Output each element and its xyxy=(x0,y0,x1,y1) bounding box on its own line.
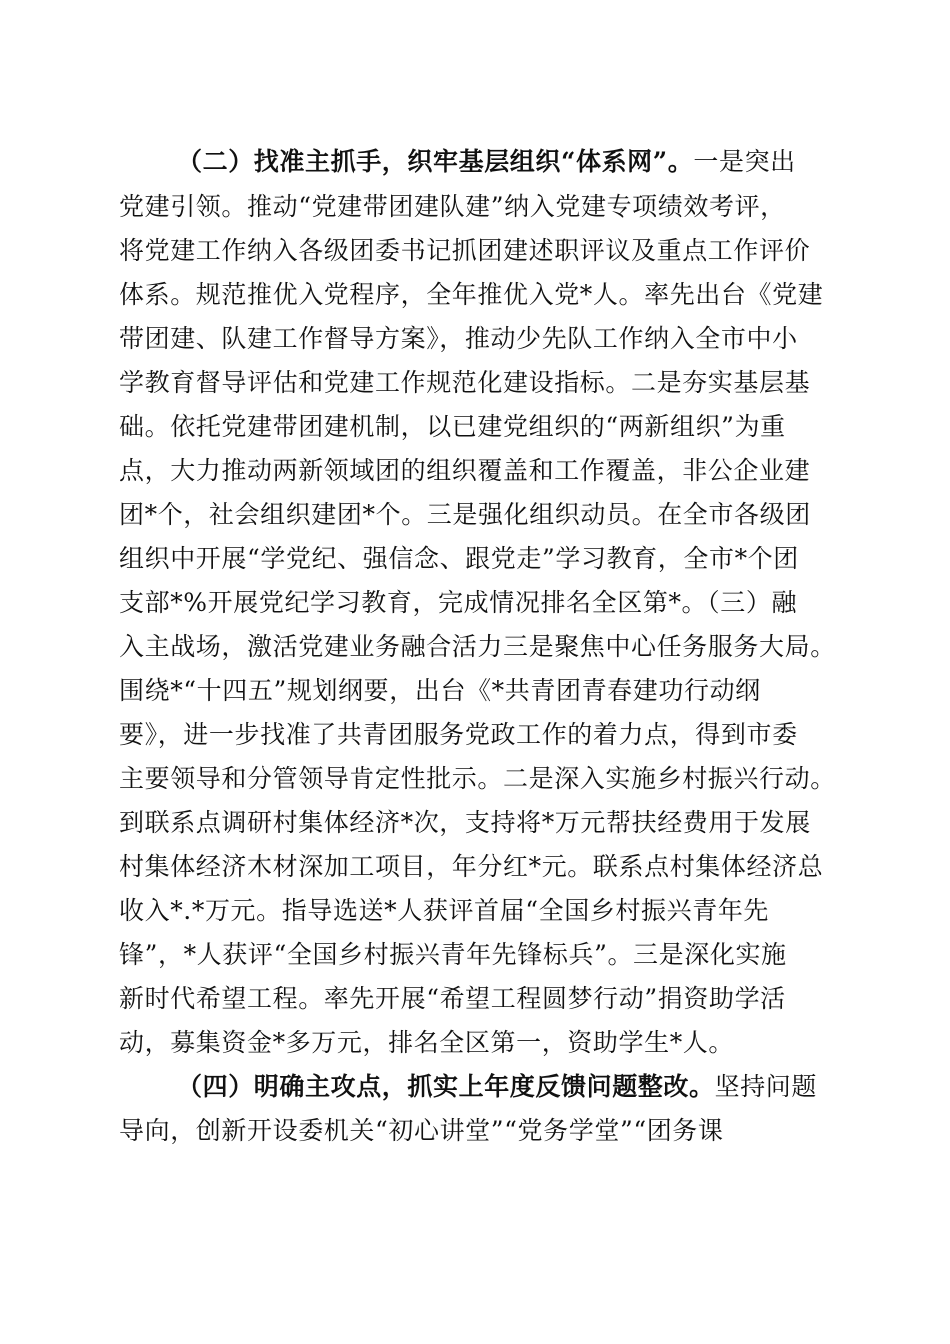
line-text: 支部*%开展党纪学习教育，完成情况排名全区第*。（三）融 xyxy=(119,588,798,617)
line-text: 点，大力推动两新领域团的组织覆盖和工作覆盖，非公企业建 xyxy=(119,456,811,485)
text-line xyxy=(0,1023,950,1063)
text-line xyxy=(0,363,950,403)
text-line xyxy=(0,231,950,271)
line-text: 要》，进一步找准了共青团服务党政工作的着力点，得到市委 xyxy=(119,720,798,749)
line-text: 组织中开展“学党纪、强信念、跟党走”学习教育，全市*个团 xyxy=(119,544,799,573)
line-text: 锋”，*人获评“全国乡村振兴青年先锋标兵”。三是深化实施 xyxy=(119,940,787,969)
line-text: 收入*.*万元。指导选送*人获评首届“全国乡村振兴青年先 xyxy=(119,896,770,925)
line-text: 学教育督导评估和党建工作规范化建设指标。二是夯实基层基 xyxy=(119,368,811,397)
text-line xyxy=(0,759,950,799)
text-line xyxy=(0,979,950,1019)
line-text: 带团建、队建工作督导方案》，推动少先队工作纳入全市中小 xyxy=(119,324,798,353)
line-text: 新时代希望工程。率先开展“希望工程圆梦行动”捐资助学活 xyxy=(119,984,786,1013)
text-line xyxy=(0,627,950,667)
line-text: 围绕*“十四五”规划纲要，出台《*共青团青春建功行动纲 xyxy=(119,676,761,705)
line-text: 入主战场，激活党建业务融合活力三是聚焦中心任务服务大局。 xyxy=(119,632,836,661)
text-line xyxy=(0,187,950,227)
line-text: 主要领导和分管领导肯定性批示。二是深入实施乡村振兴行动。 xyxy=(119,764,836,793)
text-line xyxy=(0,539,950,579)
line-text: 坚持问题 xyxy=(714,1072,818,1101)
text-line xyxy=(0,583,950,623)
text-line xyxy=(0,847,950,887)
text-line xyxy=(0,275,950,315)
line-text: 将党建工作纳入各级团委书记抓团建述职评议及重点工作评价 xyxy=(119,236,811,265)
text-line xyxy=(0,1111,950,1151)
line-text: 导向，创新开设委机关“初心讲堂”“党务学堂”“团务课 xyxy=(119,1116,724,1145)
text-line xyxy=(0,715,950,755)
text-line xyxy=(0,935,950,975)
text-line xyxy=(0,671,950,711)
line-text: 团*个，社会组织建团*个。三是强化组织动员。在全市各级团 xyxy=(119,500,811,529)
line-text: 到联系点调研村集体经济*次，支持将*万元帮扶经费用于发展 xyxy=(119,808,811,837)
text-line xyxy=(0,451,950,491)
text-line xyxy=(0,803,950,843)
line-text: 础。依托党建带团建机制，以已建党组织的“两新组织”为重 xyxy=(119,412,786,441)
text-line xyxy=(0,319,950,359)
line-text: 体系。规范推优入党程序，全年推优入党*人。率先出台《党建 xyxy=(119,280,824,309)
section-heading: （二）找准主抓手，织牢基层组织“体系网”。 xyxy=(177,147,694,176)
text-line xyxy=(0,495,950,535)
line-text: 村集体经济木材深加工项目，年分红*元。联系点村集体经济总 xyxy=(119,852,824,881)
line-text: 党建引领。推动“党建带团建队建”纳入党建专项绩效考评， xyxy=(119,192,786,221)
text-line xyxy=(0,142,950,182)
line-text: 一是突出 xyxy=(693,147,796,176)
text-line xyxy=(0,891,950,931)
text-line xyxy=(0,407,950,447)
line-text: 动，募集资金*多万元，排名全区第一，资助学生*人。 xyxy=(119,1028,735,1057)
text-line xyxy=(0,1067,950,1107)
section-heading: （四）明确主攻点，抓实上年度反馈问题整改。 xyxy=(177,1072,715,1101)
